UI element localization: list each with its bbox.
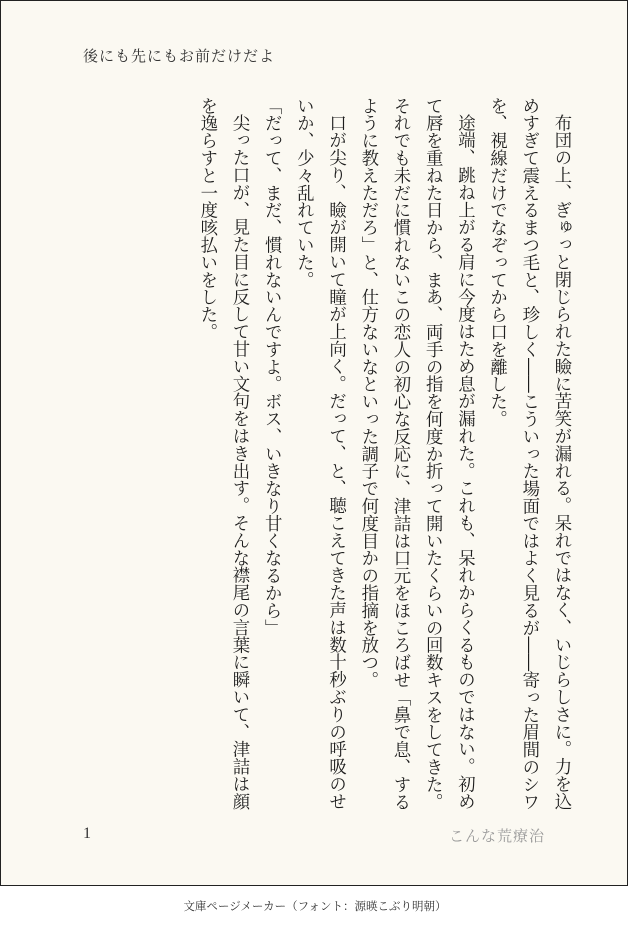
running-head: 後にも先にもお前だけだよ	[83, 47, 276, 65]
paragraph-5: 尖った口が、見た目に反して甘い文句をはき出す。そんな襟尾の言葉に瞬いて、津詰は顔を逸らすと一度咳払いをした。	[196, 97, 249, 811]
paragraph-4-dialogue: 「だって、まだ、慣れないんですよ。ボス、いきなり甘くなるから」	[261, 97, 282, 637]
footer-title: こんな荒療治	[448, 827, 545, 845]
paragraph-1: 布団の上、ぎゅっと閉じられた瞼に苦笑が漏れる。呆れではなく、いじらしさに。力を込めすぎて震えるまつ毛と、珍しく――こういった場面ではよく見るが――寄った眉間のシワを、視線だけでなぞってから口を離した。	[486, 97, 571, 811]
page-number: 1	[83, 825, 91, 842]
body-text	[191, 97, 577, 817]
paragraph-3: 口が尖り、瞼が開いて瞳が上向く。だって、と、聴こえてきた声は数十秒ぶりの呼吸のせいか、少々乱れていた。	[293, 97, 346, 811]
credit-line: 文庫ページメーカー（フォント：源暎こぶり明朝）	[183, 899, 447, 913]
paragraph-2: 途端、跳ね上がる肩に今度はため息が漏れた。これも、呆れからくるものではない。初めて唇を重ねた日から、まあ、両手の指を何度か折って開いたくらいの回数キスをしてきた。それでも未だに慣れないこの恋人の初心な反応に、津詰は口元をほころばせ「鼻で息、するように教えただろ」と、仕方ないなといった調子で何度目かの指摘を放つ。	[357, 97, 475, 811]
